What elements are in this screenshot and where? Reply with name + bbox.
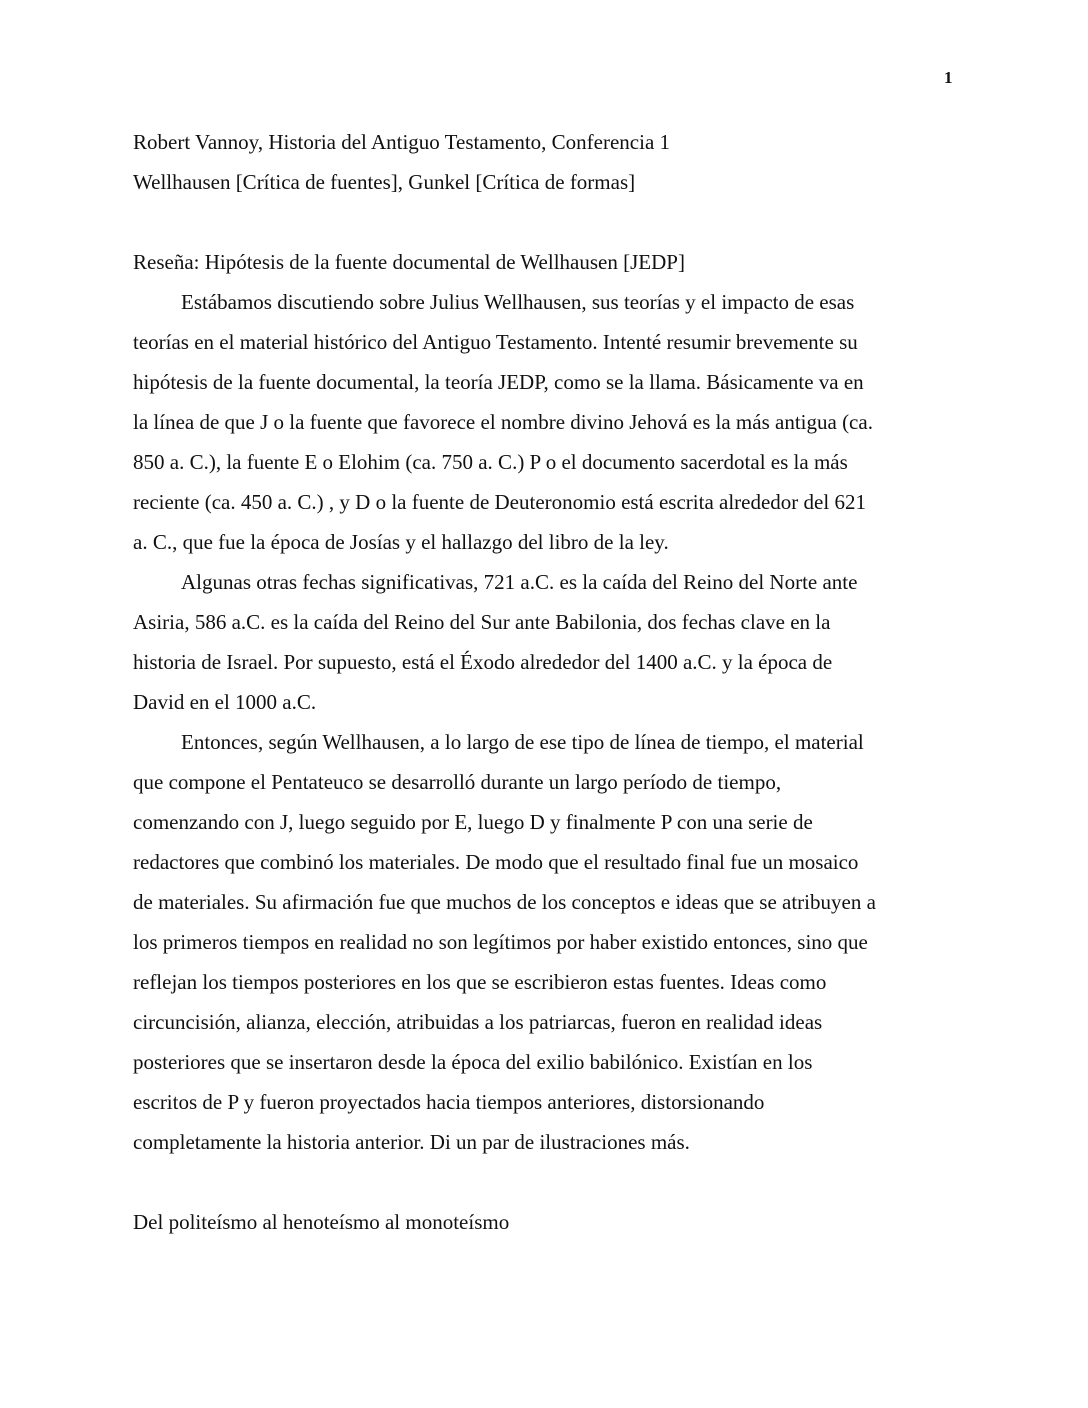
text-line: reciente (ca. 450 a. C.) , y D o la fuente de Deuteronomio está escrita alrededor del 621 (133, 490, 866, 514)
text-line: 850 a. C.), la fuente E o Elohim (ca. 750 a. C.) P o el documento sacerdotal es la más (133, 450, 848, 474)
text-line: de materiales. Su afirmación fue que muchos de los conceptos e ideas que se atribuyen a (133, 890, 876, 914)
text-line: la línea de que J o la fuente que favorece el nombre divino Jehová es la más antigua (ca. (133, 410, 873, 434)
text-line: Algunas otras fechas significativas, 721 a.C. es la caída del Reino del Norte ante (181, 570, 858, 594)
text-line: historia de Israel. Por supuesto, está el Éxodo alrededor del 1400 a.C. y la época de (133, 650, 833, 674)
text-line: comenzando con J, luego seguido por E, luego D y finalmente P con una serie de (133, 810, 813, 834)
text-line: que compone el Pentateuco se desarrolló durante un largo período de tiempo, (133, 770, 782, 794)
spacer (133, 1162, 963, 1202)
text-line: teorías en el material histórico del Antiguo Testamento. Intenté resumir brevemente su (133, 330, 858, 354)
text-line: hipótesis de la fuente documental, la teoría JEDP, como se la llama. Básicamente va en (133, 370, 864, 394)
text-line: completamente la historia anterior. Di un par de ilustraciones más. (133, 1130, 690, 1154)
text-line: a. C., que fue la época de Josías y el hallazgo del libro de la ley. (133, 530, 669, 554)
text-line: David en el 1000 a.C. (133, 690, 317, 714)
text-line: Estábamos discutiendo sobre Julius Wellhausen, sus teorías y el impacto de esas (181, 290, 855, 314)
document-subtitle: Wellhausen [Crítica de fuentes], Gunkel [Crítica de formas] (133, 170, 636, 194)
text-line: escritos de P y fueron proyectados hacia tiempos anteriores, distorsionando (133, 1090, 765, 1114)
page-number: 1 (944, 68, 953, 87)
text-line: redactores que combinó los materiales. De modo que el resultado final fue un mosaico (133, 850, 859, 874)
document-body (133, 122, 963, 1242)
document-title: Robert Vannoy, Historia del Antiguo Testamento, Conferencia 1 (133, 130, 671, 154)
paragraph-1 (133, 282, 963, 562)
text-line: posteriores que se insertaron desde la época del exilio babilónico. Existían en los (133, 1050, 813, 1074)
paragraph-3 (133, 722, 963, 1162)
text-line: circuncisión, alianza, elección, atribuidas a los patriarcas, fueron en realidad ideas (133, 1010, 823, 1034)
text-line: Entonces, según Wellhausen, a lo largo de ese tipo de línea de tiempo, el material (181, 730, 864, 754)
text-line: reflejan los tiempos posteriores en los que se escribieron estas fuentes. Ideas como (133, 970, 827, 994)
text-line: los primeros tiempos en realidad no son legítimos por haber existido entonces, sino que (133, 930, 868, 954)
paragraph-2 (133, 562, 963, 722)
section-heading: Reseña: Hipótesis de la fuente documental de Wellhausen [JEDP] (133, 250, 685, 274)
section-heading: Del politeísmo al henoteísmo al monoteísmo (133, 1210, 510, 1234)
spacer (133, 202, 963, 242)
text-line: Asiria, 586 a.C. es la caída del Reino del Sur ante Babilonia, dos fechas clave en la (133, 610, 831, 634)
